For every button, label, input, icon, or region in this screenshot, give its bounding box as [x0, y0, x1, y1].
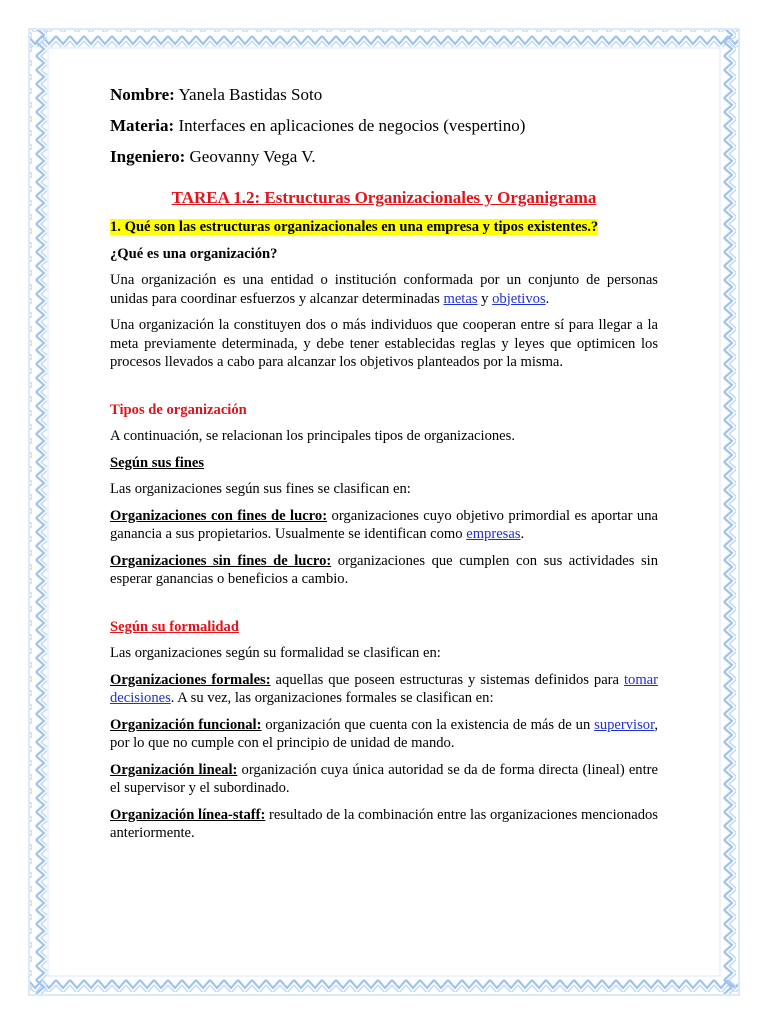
paragraph-text: organización que cuenta con la existencia de más de un — [261, 716, 595, 733]
link-empresas[interactable]: empresas — [466, 526, 521, 542]
link-metas[interactable]: metas — [443, 290, 478, 307]
ingeniero-value: Geovanny Vega V. — [189, 147, 316, 166]
paragraph-text: organizaciones cuyo objetivo primordial es aportar una ganancia a sus propietarios. Usualmente se identifican como — [110, 507, 658, 542]
term-con-fines-lucro: Organizaciones con fines de lucro: — [110, 507, 328, 524]
term-organizacion-lineal: Organización lineal: — [110, 761, 238, 778]
paragraph-organizacion-linea-staff — [110, 806, 658, 843]
paragraph-organizacion-funcional — [110, 716, 658, 753]
paragraph-text: y — [477, 290, 493, 307]
engineer-line — [110, 146, 658, 168]
highlighted-question — [110, 218, 658, 237]
ingeniero-label: Ingeniero: — [110, 147, 186, 166]
term-organizaciones-formales: Organizaciones formales: — [110, 671, 271, 688]
section-heading-organizacion: ¿Qué es una organización? — [110, 245, 278, 262]
question-text: 1. Qué son las estructuras organizacionales en una empresa y tipos existentes.? — [110, 219, 599, 235]
subject-line — [110, 115, 658, 137]
paragraph-text: . — [545, 290, 550, 307]
nombre-label: Nombre: — [110, 85, 175, 104]
paragraph-tipos-intro: A continuación, se relacionan los principales tipos de organizaciones. — [110, 428, 515, 444]
paragraph-text: aquellas que poseen estructuras y sistemas definidos para — [270, 671, 624, 688]
paragraph-text: , por lo que no cumple con el principio de unidad de mando. — [110, 716, 659, 751]
paragraph-organizacion-lineal — [110, 761, 658, 798]
materia-value: Interfaces en aplicaciones de negocios (vespertino) — [178, 116, 526, 135]
paragraph-text: Una organización es una entidad o institución conformada por un conjunto de personas unidas para coordinar esfuerzos y alcanzar determinadas — [110, 272, 658, 307]
term-sin-fines-lucro: Organizaciones sin fines de lucro: — [110, 552, 332, 569]
assignment-title: TAREA 1.2: Estructuras Organizacionales y Organigrama — [171, 188, 597, 207]
paragraph-text: . — [520, 526, 525, 542]
paragraph-fines-intro: Las organizaciones según sus fines se clasifican en: — [110, 481, 411, 497]
paragraph-text: resultado de la combinación entre las organizaciones mencionados anteriormente. — [110, 806, 658, 841]
paragraph-text: organizaciones que cumplen con sus actividades sin esperar ganancias o beneficios a cambio. — [110, 552, 658, 587]
link-supervisor[interactable]: supervisor — [594, 716, 655, 733]
link-tomar-decisiones[interactable]: tomar decisiones — [110, 671, 659, 706]
paragraph-con-fines-lucro — [110, 507, 658, 544]
paragraph-organizacion-constitucion: Una organización la constituyen dos o más individuos que cooperan entre sí para llegar a la meta previamente determinada, y debe tener establecidas reglas y leyes que optimicen los procesos llevados a cabo para alcanzar los objetivos planteados por la misma. — [110, 317, 658, 370]
materia-label: Materia: — [110, 116, 175, 135]
paragraph-text: . A su vez, las organizaciones formales se clasifican en: — [170, 690, 494, 706]
term-organizacion-funcional: Organización funcional: — [110, 716, 262, 733]
section-heading-tipos: Tipos de organización — [110, 401, 247, 418]
paragraph-text: organización cuya única autoridad se da de forma directa (lineal) entre el supervisor y el subordinado. — [110, 761, 658, 796]
term-organizacion-linea-staff: Organización línea-staff: — [110, 806, 266, 823]
subheading-segun-fines: Según sus fines — [110, 454, 205, 471]
nombre-value: Yanela Bastidas Soto — [178, 85, 323, 104]
section-heading-formalidad: Según su formalidad — [110, 618, 239, 635]
paragraph-formalidad-intro: Las organizaciones según su formalidad se clasifican en: — [110, 645, 441, 661]
paragraph-sin-fines-lucro — [110, 552, 658, 589]
link-objetivos[interactable]: objetivos — [492, 290, 546, 307]
paragraph-organizaciones-formales — [110, 671, 658, 708]
paragraph-organizacion-def — [110, 271, 658, 308]
document-content — [110, 84, 658, 851]
student-name-line — [110, 84, 658, 106]
